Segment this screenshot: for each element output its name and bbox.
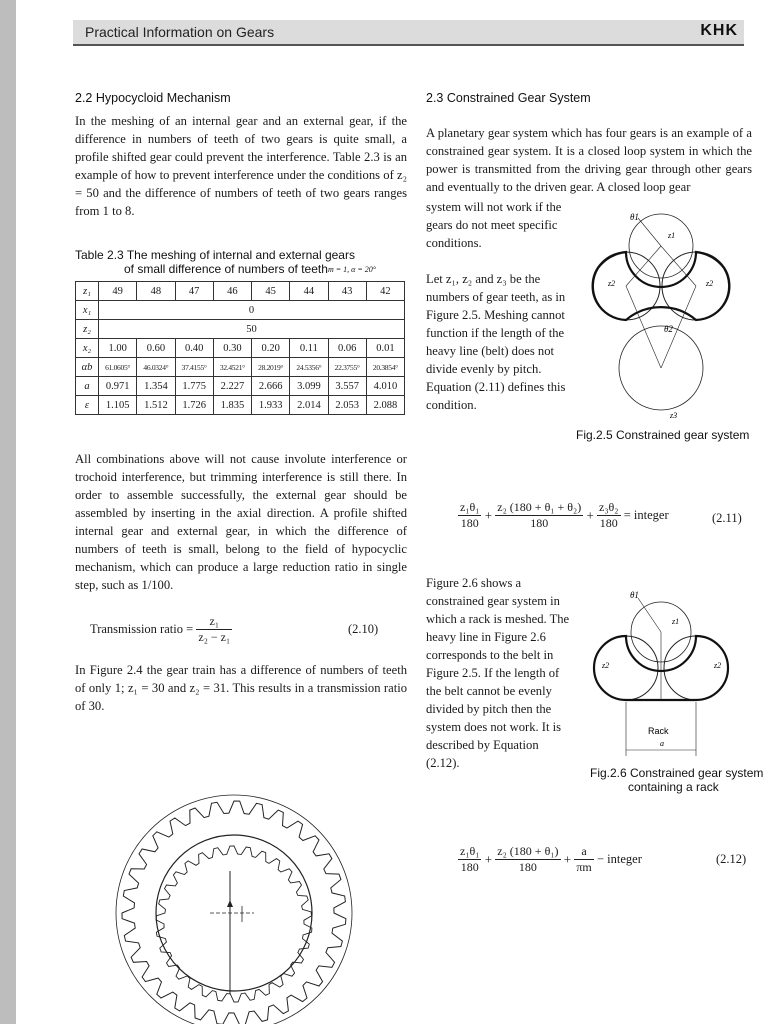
hypocycloid-paragraph-2: All combinations above will not cause involute interference or trochoid interference, but trimming interference is still there. In order to assemble successfully, the external gear should be assembled by inserting in the axial direction. A profile shifted internal gear and external gear, in which the difference of numbers of teeth is small, belong to the field of hypocyclic mechanism, which can produce a large reduction ratio in single step, such as 1/100. [75, 452, 407, 592]
row-label-z2: z₂ [76, 320, 99, 339]
document-page [16, 0, 768, 1024]
eq211-number: (2.11) [712, 511, 742, 525]
constrained-paragraph-1: A planetary gear system which has four gears is an example of a constrained gear system. It is a closed loop system in which the power is transmitted from the driving gear through other gears and eventually to the driven gear. A closed loop gear [426, 126, 752, 194]
constrained-paragraph-3: Figure 2.6 shows a constrained gear system in which a rack is meshed. The heavy line in Figure 2.6 corresponds to the belt in Figure 2.5. If the length of the belt cannot be evenly divided by pitch then the system does not work. It is described by Equation (2.12). [426, 576, 570, 770]
label-theta1: θ1 [630, 212, 639, 222]
row-label-x1: x₁ [76, 301, 99, 320]
internal-gear-outer-rim [116, 795, 352, 1024]
table-params: m = 1, α = 20° [328, 265, 376, 274]
eq210-number: (2.10) [348, 622, 379, 636]
table-row: a 0.971 1.354 1.775 2.227 2.666 3.099 3.557 4.010 [76, 377, 405, 396]
row-label-x2: x₂ [76, 339, 99, 358]
hypocycloid-gear-figure [114, 776, 354, 1016]
row-label-ab: αb [76, 358, 99, 377]
row-label-z1: z₁ [76, 282, 99, 301]
external-gear-teeth [156, 846, 312, 1002]
angle-line [638, 218, 661, 246]
section-title-constrained: 2.3 Constrained Gear System [426, 91, 591, 105]
hypocycloid-intro: In the meshing of an internal gear and an external gear, if the difference in numbers of teeth of two gears is quite small, a profile shifted gear could prevent the interference. Table 2.3 is an example of how to prevent interference under the conditions of z₂ = 50 and the difference of numbers of teeth of two gears ranges from 1 to 8. [75, 114, 407, 218]
gear-meshing-table [75, 281, 405, 415]
table-row: αb 61.0605° 46.0324° 37.4155° 32.4521° 28.2019° 24.5356° 22.3755° 20.3854° [76, 358, 405, 377]
label-z3: z3 [670, 411, 678, 420]
label-z2-left: z2 [602, 661, 610, 670]
label-z1: z1 [668, 231, 676, 240]
row-label-e: ε [76, 396, 99, 415]
equation-2-12: $\frac{\text{z₁θ₁}}{180}$ + $\frac{\text{z₂ (180 + θ₁)}}{180}$ + $\frac{a}{\pi m}$ − integer [460, 844, 642, 874]
label-rack: Rack [648, 726, 669, 736]
section-title-hypocycloid: 2.2 Hypocycloid Mechanism [75, 91, 231, 105]
table-row: x₂ 1.00 0.60 0.40 0.30 0.20 0.11 0.06 0.01 [76, 339, 405, 358]
label-z2-right: z2 [714, 661, 722, 670]
internal-gear-teeth [116, 795, 352, 1024]
table-caption-2: of small difference of numbers of teeth [124, 262, 328, 276]
eq210-fraction: $\frac{\text{z₁}}{\text{z₂ − z₁}}$ [198, 614, 231, 644]
fig26-caption-2: containing a rack [628, 780, 719, 794]
row-label-a: a [76, 377, 99, 396]
table-row: z₁ 49 48 47 46 45 44 43 42 [76, 282, 405, 301]
page-header [73, 20, 744, 46]
table-row: x₁ 0 [76, 301, 405, 320]
external-gear-tooth-profile [156, 846, 312, 1002]
equation-2-10 [90, 614, 232, 645]
constrained-paragraph-2: Let z₁, z₂ and z₃ be the numbers of gear teeth, as in Figure 2.5. Meshing cannot function if the length of the heavy line (belt) does not divide evenly by pitch. Equation (2.11) defines this condition. [426, 272, 566, 412]
arrow-up-icon [227, 900, 233, 907]
table-caption-1: Table 2.3 The meshing of internal and external gears [75, 248, 355, 262]
eq212-number: (2.12) [716, 852, 747, 866]
label-a: a [660, 739, 664, 748]
hypocycloid-paragraph-3: In Figure 2.4 the gear train has a difference of numbers of teeth of only 1; z₁ = 30 and z₂ = 31. This results in a transmission ratio of 30. [75, 663, 407, 713]
label-theta1: θ1 [630, 590, 639, 600]
table-row: z₂ 50 [76, 320, 405, 339]
table-row: ε 1.105 1.512 1.726 1.835 1.933 2.014 2.053 2.088 [76, 396, 405, 415]
label-z2-right: z2 [706, 279, 714, 288]
label-z2-left: z2 [608, 279, 616, 288]
constrained-paragraph-1b: system will not work if the gears do not meet specific conditions. [426, 200, 562, 250]
figure-2-6-constrained-gears-rack [586, 584, 746, 764]
label-theta2: θ2 [664, 324, 673, 334]
label-z1: z1 [672, 617, 680, 626]
eq210-label: Transmission ratio = [90, 622, 194, 636]
viewer-left-strip [0, 0, 16, 1024]
figure-2-5-constrained-gears [586, 206, 746, 426]
fig25-caption: Fig.2.5 Constrained gear system [576, 428, 750, 442]
header-title: Practical Information on Gears [85, 24, 275, 40]
equation-2-11: $\frac{\text{z₁θ₁}}{180}$ + $\frac{\text{z₂ (180 + θ₁ + θ₂)}}{180}$ + $\frac{\text{z₃θ₂}}{180}$ = integer [460, 500, 669, 530]
khk-logo: KHK [700, 22, 738, 39]
fig26-caption-1: Fig.2.6 Constrained gear system [590, 766, 764, 780]
